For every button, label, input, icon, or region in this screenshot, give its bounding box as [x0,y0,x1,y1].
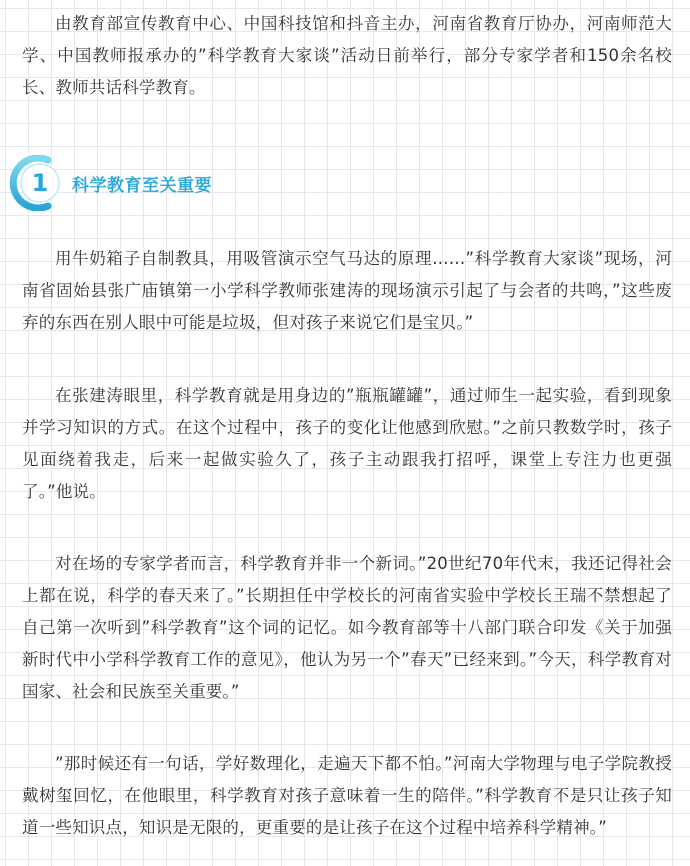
article-paragraph-2: 用牛奶箱子自制教具，用吸管演示空气马达的原理……”科学教育大家谈”现场，河南省固始县张广庙镇第一小学科学教师张建涛的现场演示引起了与会者的共鸣，”这些废弃的东西在别人眼中可能是垃圾，但对孩子来说它们是宝贝。” [22,249,672,332]
article-paragraph-3: 在张建涛眼里，科学教育就是用身边的”瓶瓶罐罐”，通过师生一起实验，看到现象并学习知识的方式。在这个过程中，孩子的变化让他感到欣慰。”之前只教数学时，孩子见面绕着我走，后来一起做实验久了，孩子主动跟我打招呼，课堂上专注力也更强了。”他说。 [22,386,672,501]
article-paragraph-intro: 由教育部宣传教育中心、中国科技馆和抖音主办，河南省教育厅协办，河南师范大学、中国教师报承办的”科学教育大家谈”活动日前举行，部分专家学者和150余名校长、教师共话科学教育。 [22,14,672,97]
numbered-circle-badge-icon [8,155,64,211]
section-title: 科学教育至关重要 [72,175,212,196]
article-paragraph-5: ”那时候还有一句话，学好数理化，走遍天下都不怕。”河南大学物理与电子学院教授戴树玺回忆，在他眼里，科学教育对孩子意味着一生的陪伴。”科学教育不是只让孩子知道一些知识点，知识是无限的，更重要的是让孩子在这个过程中培养科学精神。” [22,754,672,837]
section-heading [8,150,212,216]
section-number: 1 [31,169,49,197]
article-paragraph-4: 对在场的专家学者而言，科学教育并非一个新词。”20世纪70年代末，我还记得社会上都在说，科学的春天来了。”长期担任中学校长的河南省实验中学校长王瑞不禁想起了自己第一次听到”科学教育”这个词的记忆。如今教育部等十八部门联合印发《关于加强新时代中小学科学教育工作的意见》，他认为另一个”春天”已经来到。”今天，科学教育对国家、社会和民族至关重要。” [22,554,672,701]
